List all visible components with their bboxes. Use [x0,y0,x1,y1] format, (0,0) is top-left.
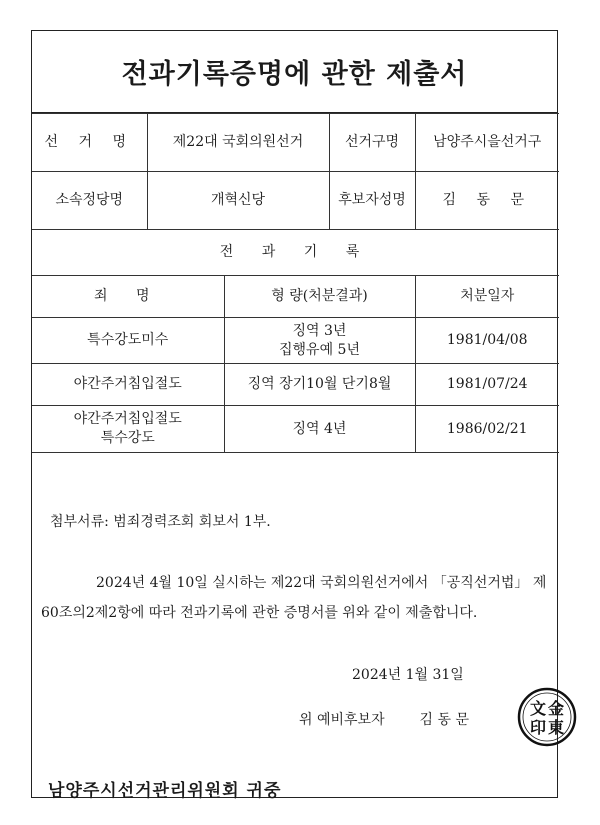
table-row [32,364,559,406]
crime-line: 특수강도미수 [87,332,169,348]
addressee: 남양주시선거관리위원회 귀중 [48,781,282,801]
svg-text:金: 金 [547,699,565,718]
crime-cell [32,364,224,406]
header-date: 처분일자 [415,276,559,318]
sentence-cell [224,364,415,406]
section-row [32,230,559,276]
district-value: 남양주시을선거구 [415,114,559,172]
table-row [32,318,559,364]
svg-text:文: 文 [529,699,547,718]
candidate-row [32,172,559,230]
candidate-name: 김 동 문 [415,172,559,230]
sentence-cell [224,318,415,364]
header-crime: 죄 명 [32,276,224,318]
submission-date: 2024년 1월 31일 [352,667,464,683]
sentence-cell [224,406,415,453]
sentence-line: 징역 장기10월 단기8월 [247,376,392,392]
candidate-name-label: 후보자성명 [329,172,415,230]
signer-name: 김 동 문 [419,712,469,728]
crime-line: 야간주거침입절도 [73,376,182,392]
signature-line [299,709,469,729]
document-frame [31,30,565,801]
crime-cell [32,406,224,453]
sentence-line: 징역 4년 [292,420,347,437]
header-sentence: 형 량(처분결과) [224,276,415,318]
crime-line: 야간주거침입절도 [73,411,182,427]
svg-text:印: 印 [529,718,547,737]
records-table [32,113,559,453]
table-row [32,406,559,453]
date-cell: 1981/07/24 [415,364,559,406]
records-section-title: 전 과 기 록 [32,230,559,276]
header-row [32,276,559,318]
signer-role: 위 예비후보자 [299,712,385,728]
election-name: 제22대 국회의원선거 [147,114,329,172]
district-label: 선거구명 [329,114,415,172]
document-title: 전과기록증명에 관한 제출서 [32,31,557,113]
party-value: 개혁신당 [147,172,329,230]
seal-stamp-icon [516,686,578,748]
sentence-line: 집행유예 5년 [279,341,360,358]
date-cell: 1986/02/21 [415,406,559,453]
party-label: 소속정당명 [32,172,147,230]
crime-line: 특수강도 [100,430,155,446]
sentence-line: 징역 3년 [292,322,347,339]
attachment-note: 첨부서류: 범죄경력조회 회보서 1부. [50,514,271,530]
crime-cell [32,318,224,364]
svg-text:東: 東 [547,718,565,737]
date-cell: 1981/04/08 [415,318,559,364]
election-row [32,114,559,172]
election-name-label: 선 거 명 [32,114,147,172]
submission-statement: 2024년 4월 10일 실시하는 제22대 국회의원선거에서 「공직선거법」 제60조의2제2항에 따라 전과기록에 관한 증명서를 위와 같이 제출합니다. [41,575,547,621]
